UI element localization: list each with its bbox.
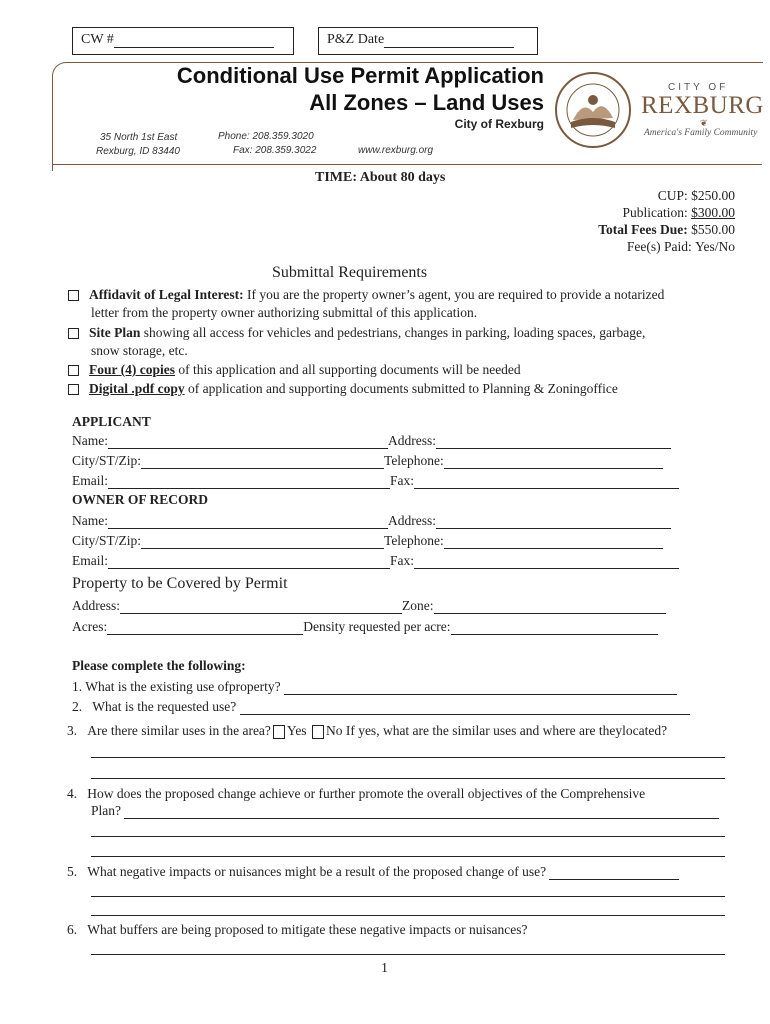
site-plan-label: Site Plan [89,325,141,340]
owner-email-label: Email: [72,553,108,568]
copies-label: Four (4) copies [89,362,175,377]
question-3-answer-line-2[interactable] [91,778,725,779]
owner-row-2 [72,533,663,549]
fee-paid [627,239,735,255]
question-6-number: 6. [67,922,78,937]
owner-name-field[interactable] [108,528,388,529]
property-row-2 [72,619,658,635]
affidavit-text: If you are the property owner’s agent, you are required to provide a notarized [243,287,665,302]
question-5-answer-line-1[interactable] [91,896,725,897]
property-zone-label: Zone: [402,598,434,613]
property-row-1 [72,598,666,614]
applicant-email-label: Email: [72,473,108,488]
digital-checkbox[interactable] [68,384,79,395]
website: www.rexburg.org [358,145,434,156]
question-1 [72,679,677,695]
fee-publication-value: $300.00 [691,205,735,220]
submittal-item-affidavit [68,287,664,303]
q3-yes-checkbox[interactable] [273,725,285,739]
form-subtitle: All Zones – Land Uses [309,90,544,115]
question-6 [67,922,527,938]
owner-row-3 [72,553,679,569]
question-4-answer-line-2[interactable] [91,856,725,857]
applicant-city-field[interactable] [141,468,384,469]
fee-cup-value: $250.00 [691,188,735,203]
header-bottom-rule [52,164,762,165]
digital-label: Digital .pdf copy [89,381,185,396]
question-6-text: What buffers are being proposed to mitigate these negative impacts or nuisances? [87,922,528,937]
digital-text: of application and supporting documents submitted to Planning & Zoningoffice [184,381,618,396]
question-4 [67,786,645,802]
question-3-number: 3. [67,723,78,738]
question-4-plan: Plan? [91,803,121,818]
q3-yes-label: Yes [286,723,307,738]
applicant-address-field[interactable] [436,448,671,449]
fee-paid-label: Fee(s) Paid: [626,239,692,254]
property-density-label: Density requested per acre: [303,619,451,634]
site-plan-text: showing all access for vehicles and pedestrians, changes in parking, loading spaces, garbage, [140,325,646,340]
property-zone-field[interactable] [434,613,666,614]
applicant-fax-field[interactable] [414,488,679,489]
applicant-address-label: Address: [388,433,436,448]
property-density-field[interactable] [451,634,658,635]
fee-total-label: Total Fees Due: [598,222,688,237]
copies-checkbox[interactable] [68,365,79,376]
logo-city-of: CITY OF [668,82,729,93]
city-seal-icon [553,70,633,150]
pz-date-field[interactable] [318,27,538,55]
pz-date-line [384,47,514,48]
question-3-text: Are there similar uses in the area? [87,723,271,738]
applicant-name-field[interactable] [108,448,388,449]
address-city: Rexburg, ID 83440 [96,146,180,157]
address-street: 35 North 1st East [100,132,178,143]
fee-paid-value: Yes/No [695,239,735,254]
owner-email-field[interactable] [108,568,390,569]
address-phone: Phone: 208.359.3020 [218,131,314,142]
owner-fax-label: Fax: [390,553,415,568]
city-name: City of Rexburg [454,117,544,131]
affidavit-label: Affidavit of Legal Interest: [89,287,244,302]
applicant-name-label: Name: [72,433,108,448]
question-2-text: What is the requested use? [92,699,237,714]
applicant-city-label: City/ST/Zip: [72,453,142,468]
page-number: 1 [381,961,388,976]
applicant-fax-label: Fax: [390,473,415,488]
owner-city-field[interactable] [141,548,384,549]
applicant-telephone-label: Telephone: [384,453,444,468]
applicant-row-1 [72,433,671,449]
owner-telephone-label: Telephone: [384,533,444,548]
fee-cup [658,188,735,204]
cw-line [114,47,274,48]
logo-rexburg: REXBURG [641,92,764,119]
question-5-field[interactable] [549,879,679,880]
affidavit-continued: letter from the property owner authorizing submittal of this application. [91,305,478,320]
question-5-number: 5. [67,864,78,879]
owner-heading: OWNER OF RECORD [72,492,209,507]
question-3-answer-line-1[interactable] [91,757,725,758]
question-4-cont [91,803,719,819]
question-3 [67,723,667,739]
logo-ornament-icon: ❦ [700,118,708,128]
question-4-answer-line-1[interactable] [91,836,725,837]
submittal-heading: Submittal Requirements [272,264,428,281]
fee-total [598,222,735,238]
submittal-item-copies [68,362,521,378]
question-5 [67,864,679,880]
q3-no-label: No [325,723,343,738]
copies-text: of this application and all supporting documents will be needed [175,362,521,377]
fee-publication [623,205,736,221]
owner-row-1 [72,513,671,529]
question-2-field[interactable] [240,714,690,715]
question-4-text: How does the proposed change achieve or further promote the overall objectives of the Comprehensive [87,786,646,801]
owner-fax-field[interactable] [414,568,679,569]
question-1-field[interactable] [284,694,677,695]
question-6-answer-line-1[interactable] [91,954,725,955]
applicant-heading: APPLICANT [72,414,151,429]
address-fax: Fax: 208.359.3022 [233,145,317,156]
fee-cup-label: CUP: [657,188,688,203]
affidavit-checkbox[interactable] [68,290,79,301]
owner-name-label: Name: [72,513,108,528]
cw-label: CW # [81,32,114,47]
question-3-followup: If yes, what are the similar uses and where are theylocated? [345,723,668,738]
owner-address-label: Address: [388,513,436,528]
processing-time: TIME: About 80 days [315,170,446,185]
applicant-row-3 [72,473,679,489]
owner-city-label: City/ST/Zip: [72,533,142,548]
property-heading: Property to be Covered by Permit [72,575,288,592]
applicant-email-field[interactable] [108,488,390,489]
form-title: Conditional Use Permit Application [176,63,544,88]
fee-total-value: $550.00 [691,222,735,237]
questions-heading: Please complete the following: [72,658,246,673]
logo-tagline: America's Family Community [644,128,758,138]
question-5-text: What negative impacts or nuisances might be a result of the proposed change of use? [87,864,547,879]
property-acres-label: Acres: [72,619,108,634]
fee-publication-label: Publication: [622,205,688,220]
question-4-field[interactable] [124,818,719,819]
cw-number-field[interactable] [72,27,294,55]
question-2 [72,699,690,715]
question-4-number: 4. [67,786,78,801]
submittal-item-site-plan [68,325,645,341]
applicant-telephone-field[interactable] [444,468,663,469]
owner-address-field[interactable] [436,528,671,529]
property-address-field[interactable] [120,613,402,614]
pz-date-label: P&Z Date [327,32,385,47]
site-plan-continued: snow storage, etc. [91,343,188,358]
submittal-item-digital [68,381,618,397]
question-2-number: 2. [72,699,83,714]
question-5-answer-line-2[interactable] [91,915,725,916]
applicant-row-2 [72,453,663,469]
question-1-text: 1. What is the existing use ofproperty? [72,679,281,694]
owner-telephone-field[interactable] [444,548,663,549]
property-acres-field[interactable] [107,634,303,635]
q3-no-checkbox[interactable] [312,725,324,739]
site-plan-checkbox[interactable] [68,328,79,339]
property-address-label: Address: [72,598,120,613]
